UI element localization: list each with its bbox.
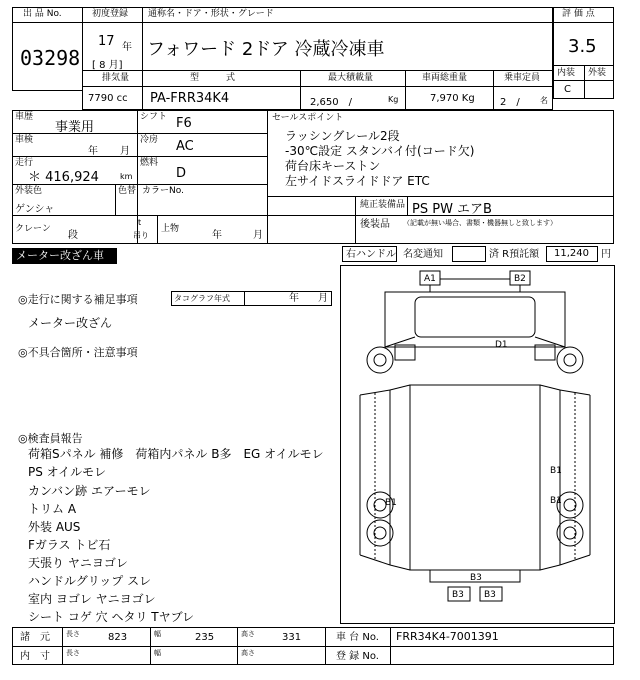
gross-weight-label: 車両総重量 bbox=[422, 73, 468, 83]
inspection-year: 年 bbox=[88, 146, 98, 157]
crane-hoist: 吊り bbox=[133, 231, 149, 240]
shift-value: F6 bbox=[176, 116, 192, 131]
diagram-mark: D1 bbox=[495, 340, 508, 350]
lift-label: 上物 bbox=[161, 224, 180, 234]
history-value: 事業用 bbox=[55, 120, 95, 135]
interior-label: 内装 bbox=[557, 68, 576, 78]
inner-width-label: 幅 bbox=[154, 649, 161, 657]
score-value: 3.5 bbox=[568, 36, 597, 57]
driving-note: メーター改ざん bbox=[28, 316, 113, 330]
reg-year-unit: 年 bbox=[122, 42, 132, 53]
color-change-label: 色替 bbox=[118, 186, 137, 196]
inner-length-label: 長さ bbox=[66, 649, 80, 657]
diagram-mark: B1 bbox=[385, 498, 397, 508]
history-label: 車歴 bbox=[15, 112, 34, 122]
inspector-line: ハンドルグリップ スレ bbox=[28, 574, 152, 588]
max-load-value: 2,650 / bbox=[310, 97, 352, 108]
diagram-mark: B3 bbox=[470, 573, 482, 583]
recycle-label: 済 R預託額 bbox=[489, 249, 540, 260]
inspector-line: 室内 ヨゴレ ヤニヨゴレ bbox=[28, 592, 156, 606]
aftermarket-note: （記載が無い場合、書類・機器無しと致します） bbox=[403, 219, 557, 227]
inspector-line: シート コゲ 穴 ヘタリ Tヤブレ bbox=[28, 610, 195, 624]
recycle-value: 11,240 bbox=[554, 248, 589, 259]
max-load-unit: Kg bbox=[388, 95, 399, 104]
reg-month: [ 8 月] bbox=[92, 60, 123, 71]
name-change-label: 名変通知 bbox=[403, 249, 443, 260]
tachograph-year: 年 bbox=[289, 293, 299, 304]
crane-label: クレーン bbox=[15, 224, 51, 234]
damage-diagram bbox=[340, 265, 615, 625]
width-label: 幅 bbox=[154, 630, 161, 638]
sales-point-line: ラッシングレール2段 bbox=[285, 129, 400, 143]
inspector-line: 荷箱Sパネル 補修 荷箱内パネル B多 EG オイルモレ bbox=[28, 447, 324, 461]
capacity-unit: 名 bbox=[540, 96, 548, 105]
inspector-report-heading: ◎検査員報告 bbox=[18, 432, 83, 445]
max-load-label: 最大積載量 bbox=[328, 73, 374, 83]
ac-value: AC bbox=[176, 139, 194, 154]
right-hand-drive-label: 右ハンドル bbox=[346, 249, 396, 260]
fuel-value: D bbox=[176, 166, 187, 181]
genuine-equipment-value: PS PW エアB bbox=[412, 202, 492, 217]
genuine-equipment-label: 純正装備品 bbox=[360, 200, 406, 210]
shift-label: シフト bbox=[140, 112, 168, 122]
inner-height-label: 高さ bbox=[241, 649, 255, 657]
height-label: 高さ bbox=[241, 630, 255, 638]
score-label: 評 価 点 bbox=[562, 9, 595, 19]
lift-month: 月 bbox=[253, 230, 263, 241]
meter-tampered-banner: メーター改ざん車 bbox=[12, 248, 117, 264]
sales-point-line: -30℃設定 スタンバイ付(コード欠) bbox=[285, 144, 475, 158]
inspector-line: Fガラス トビ石 bbox=[28, 538, 111, 552]
gross-weight-value: 7,970 Kg bbox=[430, 93, 475, 104]
inspection-label: 車検 bbox=[15, 135, 34, 145]
recycle-unit: 円 bbox=[601, 249, 611, 260]
inspector-line: トリム A bbox=[28, 502, 77, 516]
diagram-mark: B3 bbox=[452, 590, 464, 600]
mileage-label: 走行 bbox=[15, 158, 34, 168]
lot-number: 03298 bbox=[20, 46, 81, 70]
chassis-number: FRR34K4-7001391 bbox=[396, 630, 499, 643]
length-value: 823 bbox=[108, 632, 128, 643]
sales-point-line: 左サイドスライドドア ETC bbox=[285, 174, 430, 188]
inspector-line: PS オイルモレ bbox=[28, 465, 107, 479]
defects-heading: ◎不具合箇所・注意事項 bbox=[18, 346, 138, 359]
model-value: PA-FRR34K4 bbox=[150, 91, 230, 106]
interior-score: C bbox=[564, 84, 571, 95]
name-label: 通称名・ドア・形状・グレード bbox=[148, 9, 274, 19]
diagram-mark: A1 bbox=[424, 274, 436, 284]
width-value: 235 bbox=[195, 632, 215, 643]
diagram-mark: B2 bbox=[514, 274, 526, 284]
inspector-line: 外装 AUS bbox=[28, 520, 81, 534]
color-no-label: カラーNo. bbox=[142, 186, 184, 196]
displacement-label: 排気量 bbox=[102, 73, 130, 83]
diagram-mark: B1 bbox=[550, 466, 562, 476]
reg-year: 17 bbox=[98, 34, 115, 49]
fuel-label: 燃料 bbox=[140, 158, 159, 168]
mileage-unit: km bbox=[120, 172, 133, 181]
inspector-line: カンバン跡 エアーモレ bbox=[28, 484, 151, 498]
tachograph-label: タコグラフ年式 bbox=[174, 294, 230, 303]
lift-year: 年 bbox=[212, 230, 222, 241]
displacement-value: 7790 cc bbox=[88, 93, 128, 104]
crane-stage: 段 bbox=[68, 230, 78, 241]
diagram-mark: B3 bbox=[484, 590, 496, 600]
capacity-value: 2 / bbox=[500, 97, 520, 108]
crane-ton: t bbox=[138, 218, 142, 227]
inspection-month: 月 bbox=[120, 146, 130, 157]
driving-notes-heading: ◎走行に関する補足事項 bbox=[18, 293, 138, 306]
aftermarket-label: 後装品 bbox=[360, 219, 390, 230]
mileage-value: ＊ 416,924 bbox=[28, 170, 99, 185]
reg-label: 初度登録 bbox=[92, 9, 129, 19]
inner-dimensions-label: 内 寸 bbox=[20, 651, 50, 662]
inspector-line: 天張り ヤニヨゴレ bbox=[28, 556, 128, 570]
chassis-label: 車 台 No. bbox=[336, 632, 379, 643]
color-label: 外装色 bbox=[15, 186, 43, 196]
name-change-box bbox=[452, 246, 486, 262]
car-name: フォワード 2ドア 冷蔵冷凍車 bbox=[147, 39, 385, 60]
model-label: 型 式 bbox=[190, 73, 236, 83]
diagram-mark: B1 bbox=[550, 496, 562, 506]
sales-points-label: セールスポイント bbox=[272, 113, 344, 123]
registration-no-label: 登 録 No. bbox=[336, 651, 379, 662]
ac-label: 冷房 bbox=[140, 135, 159, 145]
dimensions-label: 諸 元 bbox=[20, 632, 50, 643]
exterior-label: 外装 bbox=[588, 68, 607, 78]
capacity-label: 乗車定員 bbox=[504, 73, 541, 83]
sales-point-line: 荷台床キーストン bbox=[285, 159, 381, 173]
height-value: 331 bbox=[282, 632, 302, 643]
tachograph-month: 月 bbox=[318, 293, 328, 304]
lot-label: 出 品 No. bbox=[23, 9, 62, 19]
length-label: 長さ bbox=[66, 630, 80, 638]
color-value: ゲンシャ bbox=[15, 204, 55, 215]
